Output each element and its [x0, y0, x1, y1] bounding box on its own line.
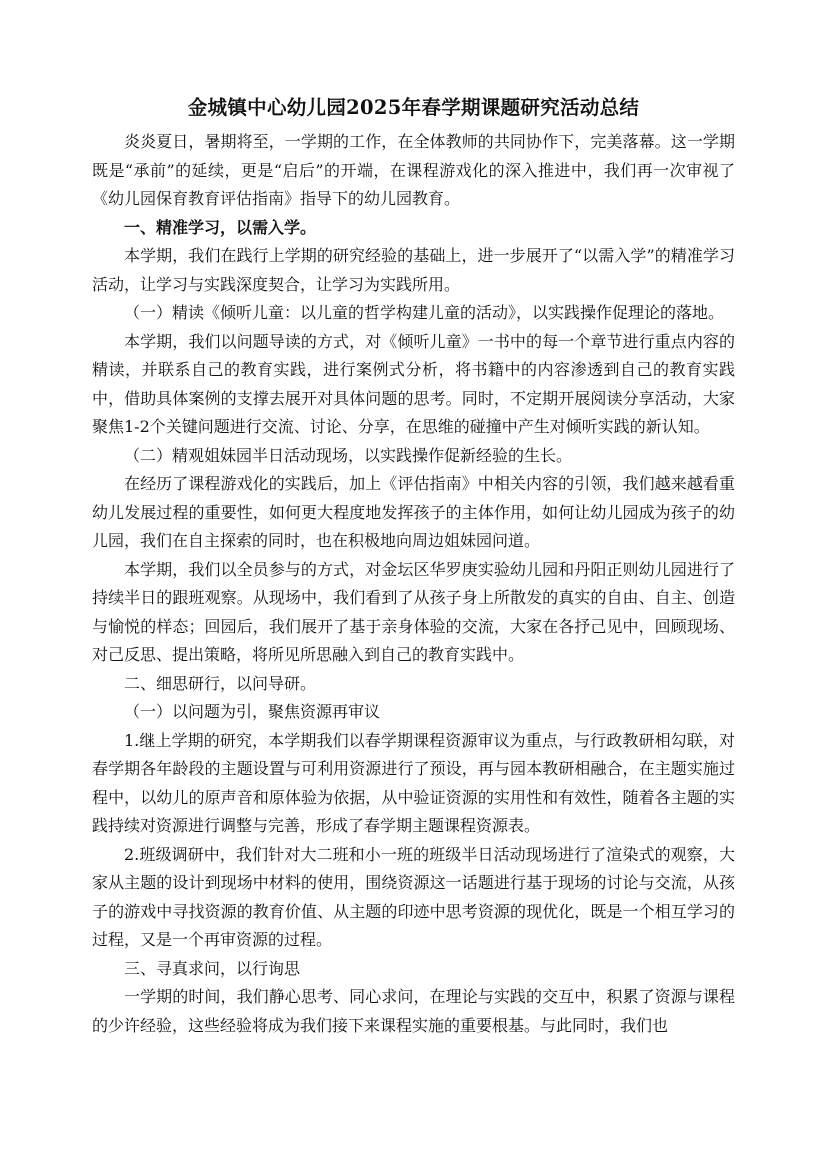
- subsection-1-2-paragraph-2: 本学期，我们以全员参与的方式，对金坛区华罗庚实验幼儿园和丹阳正则幼儿园进行了持续半日的跟班观察。从现场中，我们看到了从孩子身上所散发的真实的自由、自主、创造与愉悦的样态；回园后，我们展开了基于亲身体验的交流，大家在各抒己见中，回顾现场、对己反思、提出策略，将所见所思融入到自己的教育实践中。: [92, 559, 735, 664]
- subsection-1-1-paragraph: 本学期，我们以问题导读的方式，对《倾听儿童》一书中的每一个章节进行重点内容的精读，并联系自己的教育实践，进行案例式分析，将书籍中的内容渗透到自己的教育实践中，借助具体案例的支撑去展开对具体问题的思考。同时，不定期开展阅读分享活动，大家聚焦1-2个关键问题进行交流、讨论、分享，在思维的碰撞中产生对倾听实践的新认知。: [92, 331, 735, 436]
- subsection-1-1-heading: （一）精读《倾听儿童：以儿童的哲学构建儿童的活动》，以实践操作促理论的落地。: [124, 303, 725, 322]
- section-1-paragraph: 本学期，我们在践行上学期的研究经验的基础上，进一步展开了“以需入学”的精准学习活动，让学习与实践深度契合，让学习为实践所用。: [92, 246, 735, 294]
- subsection-2-1-heading: （一）以问题为引，聚焦资源再审议: [124, 702, 381, 721]
- section-heading-2: 二、细思研行，以问导研。: [124, 673, 317, 693]
- section-heading-3: 三、寻真求问，以行询思: [124, 958, 301, 978]
- section-3-paragraph: 一学期的时间，我们静心思考、同心求问，在理论与实践的交互中，积累了资源与课程的少许经验，这些经验将成为我们接下来课程实施的重要根基。与此同时，我们也: [92, 987, 735, 1035]
- section-heading-1: 一、精准学习，以需入学。: [124, 217, 317, 237]
- subsection-2-1-item-1: 1.继上学期的研究，本学期我们以春学期课程资源审议为重点，与行政教研相勾联，对春学期各年龄段的主题设置与可利用资源进行了预设，再与园本教研相融合，在主题实施过程中，以幼儿的原声音和原体验为依据，从中验证资源的实用性和有效性，随着各主题的实践持续对资源进行调整与完善，形成了春学期主题课程资源表。: [92, 730, 735, 835]
- subsection-1-2-paragraph-1: 在经历了课程游戏化的实践后，加上《评估指南》中相关内容的引领，我们越来越看重幼儿发展过程的重要性，如何更大程度地发挥孩子的主体作用，如何让幼儿园成为孩子的幼儿园，我们在自主探索的同时，也在积极地向周边姐妹园问道。: [92, 474, 735, 550]
- subsection-2-1-item-2: 2.班级调研中，我们针对大二班和小一班的班级半日活动现场进行了渲染式的观察，大家从主题的设计到现场中材料的使用，围绕资源这一话题进行基于现场的讨论与交流，从孩子的游戏中寻找资源的教育价值、从主题的印迹中思考资源的现优化，既是一个相互学习的过程，又是一个再审资源的过程。: [92, 844, 735, 949]
- subsection-1-2-heading: （二）精观姐妹园半日活动现场，以实践操作促新经验的生长。: [124, 445, 573, 465]
- intro-paragraph: 炎炎夏日，暑期将至，一学期的工作，在全体教师的共同协作下，完美落幕。这一学期既是“承前”的延续，更是“启后”的开端，在课程游戏化的深入推进中，我们再一次审视了《幼儿园保育教育评估指南》指导下的幼儿园教育。: [92, 132, 735, 208]
- document-title: 金城镇中心幼儿园2025年春学期课题研究活动总结: [187, 96, 640, 119]
